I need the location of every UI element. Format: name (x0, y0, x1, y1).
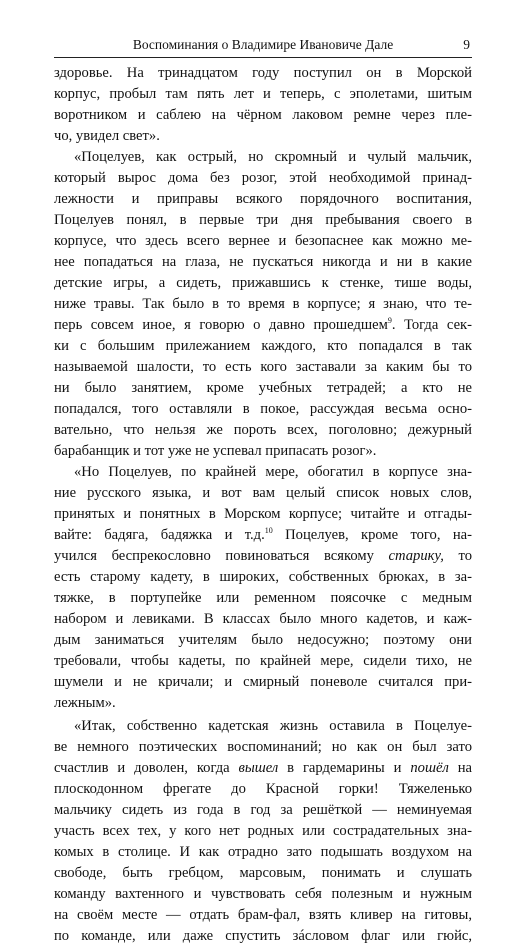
text-line: называемой шалости, то есть кого заставали за каким бы то (54, 359, 472, 375)
text-line: дым заниматься учителям было недосужно; поэтому они (54, 632, 472, 648)
text-line: требовали, чтобы кадеты, по крайней мере, сидели тихо, не (54, 653, 472, 669)
italic-word: вышел (238, 760, 279, 776)
text-line: лежности и приправы всякого порядочного воспитания, (54, 191, 472, 207)
text-line: ниже травы. Так было в то время в корпусе; я знаю, что те- (54, 296, 472, 312)
text-line: «Но Поцелуев, по крайней мере, обогатил в корпусе зна- (74, 464, 472, 480)
text-line: плоскодонном фрегате до Красной горки! Тяжеленько (54, 781, 472, 797)
text-line: ве немного поэтических воспоминаний; но как он был зато (54, 739, 472, 755)
text-line (54, 546, 472, 567)
text-segment: вайте: бадяга, бадяжка и т.д. (54, 527, 265, 543)
text-line: корпус, пробыл там пять лет и теперь, с эполетами, шитым (54, 86, 472, 102)
text-segment: . Тогда сек- (391, 317, 472, 333)
running-header (54, 34, 472, 56)
text-line: нее попадаться на глаза, не пускаться никогда и ни в какие (54, 254, 472, 270)
book-page (54, 34, 472, 947)
italic-word: старику, (388, 548, 444, 564)
text-line: шумели и не кричали; и смирный поневоле считался при- (54, 674, 472, 690)
italic-word: пошёл (410, 760, 449, 776)
text-line: здоровье. На тринадцатом году поступил он в Морской (54, 65, 472, 81)
text-segment: то (443, 548, 472, 564)
text-line: «Итак, собственно кадетская жизнь оставила в Поцелуе- (74, 718, 472, 734)
text-line: принятых и понятных в Морском корпусе; читайте и отгады- (54, 506, 472, 522)
text-segment: в гардемарины и (278, 760, 411, 776)
text-segment: счастлив и доволен, когда (54, 760, 239, 776)
text-segment: Поцелуев, кроме того, на- (272, 527, 472, 543)
paragraph-4 (54, 716, 472, 947)
text-line: комых в столице. И как отрадно зато подышать воздухом на (54, 844, 472, 860)
text-line (54, 758, 472, 779)
text-line: участь всех тех, у кого нет родных или сострадательных зна- (54, 823, 472, 839)
text-line: по команде, или даже спустить зáсловом флаг или гюйс, (54, 928, 472, 944)
text-line: тяжке, в портупейке или ременном поясочке с медным (54, 590, 472, 606)
text-line: на своём месте — отдать брам-фал, взять кливер на гитовы, (54, 907, 472, 923)
text-line (54, 315, 472, 336)
paragraph-3 (54, 462, 472, 714)
text-segment: перь совсем иное, я говорю о давно прошедшем (54, 317, 388, 333)
text-line: ние русского языка, и вот вам целый список новых слов, (54, 485, 472, 501)
body-text (54, 63, 472, 947)
running-title: Воспоминания о Владимире Ивановиче Дале (132, 37, 394, 52)
header-rule (54, 57, 472, 58)
text-line: лежным». (54, 695, 116, 711)
paragraph-1 (54, 63, 472, 147)
text-line: ни было занятием, кроме учебных тетрадей; а кто не (54, 380, 472, 396)
text-line: Поцелуев понял, в первые три дня пребывания своего в (54, 212, 472, 228)
text-line: команду вахтенного и чувствовать себя полезным и нужным (54, 886, 472, 902)
text-line: воротником и саблею на чёрном лаковом ремне через пле- (54, 107, 472, 123)
paragraph-2 (54, 147, 472, 462)
text-line: мальчику сидеть из года в год за решёткой — неминуемая (54, 802, 472, 818)
text-line: детские игры, а сидеть, прижавшись к стенке, тише воды, (54, 275, 472, 291)
text-line: барабанщик и тот уже не успевал припасать розог». (54, 443, 377, 459)
text-line: свободе, быть гребцом, марсовым, понимать и слушать (54, 865, 472, 881)
text-line (54, 525, 472, 546)
footnote-marker: 10 (264, 526, 273, 536)
text-line: попадался, того оставляли в покое, рассуждая весьма осно- (54, 401, 472, 417)
text-line: ки с большим прилежанием каждого, кто попадался в так (54, 338, 472, 354)
footnote-marker: 9 (387, 316, 392, 326)
text-line: вательно, что нельзя же пороть всех, поголовно; дежурный (54, 422, 472, 438)
text-segment: учился беспрекословно повиноваться всякому (54, 548, 389, 564)
text-line: есть старому кадету, в широких, собственных брюках, в за- (54, 569, 472, 585)
text-segment: на (448, 760, 472, 776)
text-line: корпусе, что здесь всего вернее и безопаснее как можно ме- (54, 233, 472, 249)
text-line: набором и левиками. В классах было много кадетов, и кaж- (54, 611, 472, 627)
text-line: который вырос дома без розог, этой необходимой принад- (54, 170, 472, 186)
text-line: чо, увидел свет». (54, 128, 160, 144)
page-number: 9 (463, 37, 470, 52)
text-line: «Поцелуев, как острый, но скромный и чулый мальчик, (74, 149, 472, 165)
